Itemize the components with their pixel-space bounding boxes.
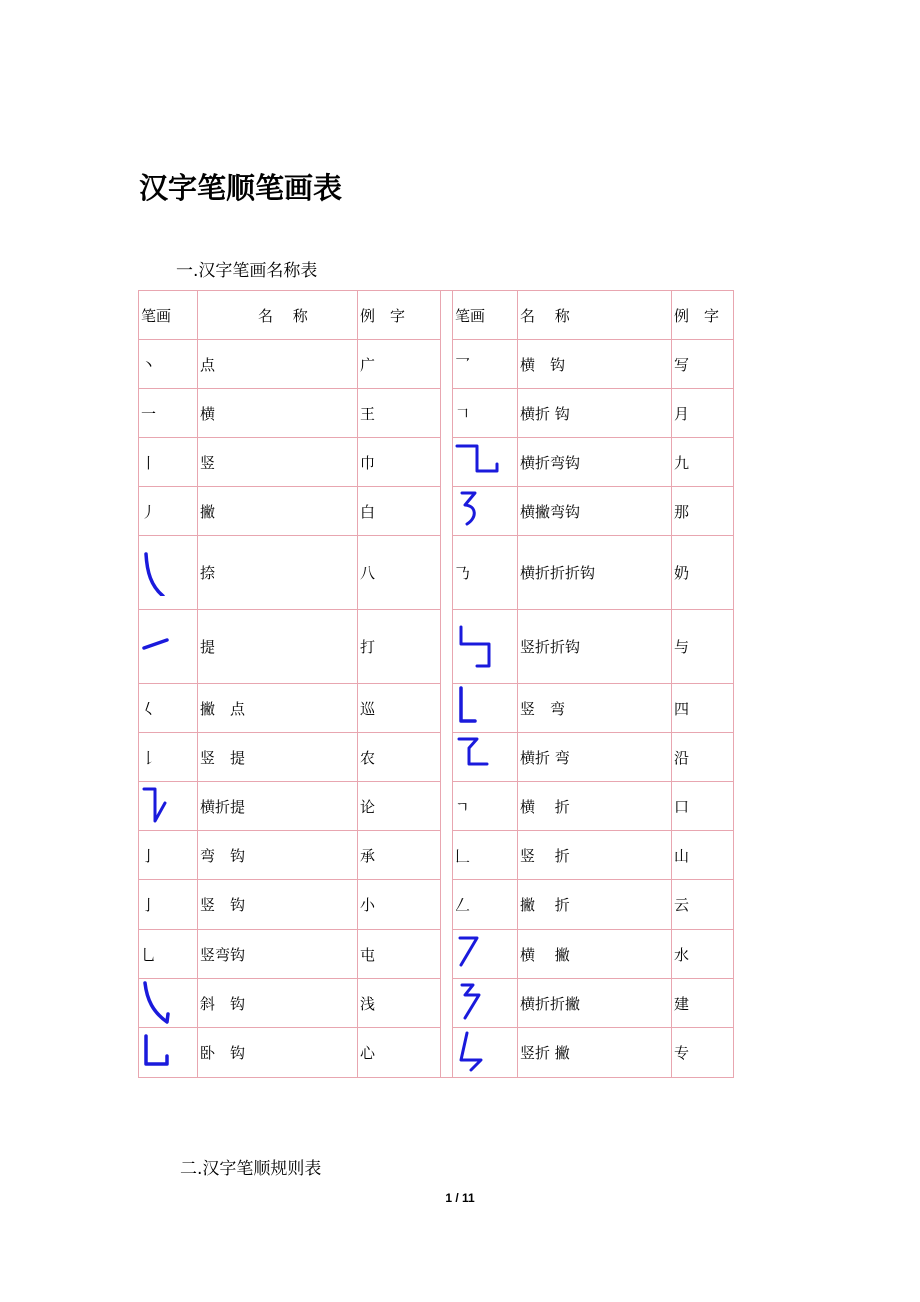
example-character: 奶 — [672, 536, 734, 610]
table-row — [139, 733, 734, 782]
example-character: 沿 — [672, 733, 734, 782]
stroke-name: 横折弯钩 — [518, 438, 672, 487]
stroke-cell — [453, 487, 518, 536]
wogou-stroke-icon — [141, 1030, 187, 1076]
header-example: 例 字 — [358, 291, 441, 340]
stroke-name: 横折 钩 — [518, 389, 672, 438]
example-character: 四 — [672, 684, 734, 733]
stroke-cell — [139, 979, 198, 1028]
stroke-name: 斜 钩 — [198, 979, 358, 1028]
na-stroke-icon — [141, 550, 187, 596]
example-character: 八 — [358, 536, 441, 610]
table-row — [139, 610, 734, 684]
stroke-name: 竖折 撇 — [518, 1028, 672, 1078]
example-character: 打 — [358, 610, 441, 684]
header-name: 名 称 — [518, 291, 672, 340]
stroke-names-table — [138, 290, 734, 1078]
stroke-cell — [139, 1028, 198, 1078]
stroke-glyph: 丨 — [139, 438, 198, 487]
stroke-name: 横 钩 — [518, 340, 672, 389]
stroke-cell — [453, 930, 518, 979]
stroke-glyph: 𠄌 — [139, 733, 198, 782]
example-character: 月 — [672, 389, 734, 438]
example-character: 农 — [358, 733, 441, 782]
stroke-glyph: 一 — [139, 389, 198, 438]
table-row — [139, 1028, 734, 1078]
stroke-name: 竖 提 — [198, 733, 358, 782]
header-example: 例 字 — [672, 291, 734, 340]
stroke-name: 横 折 — [518, 782, 672, 831]
table-row — [139, 782, 734, 831]
stroke-cell — [453, 1028, 518, 1078]
example-character: 心 — [358, 1028, 441, 1078]
stroke-name: 横 撇 — [518, 930, 672, 979]
table-row — [139, 880, 734, 930]
stroke-cell — [453, 438, 518, 487]
hengzheti-stroke-icon — [141, 783, 187, 829]
shuwan-stroke-icon — [455, 685, 501, 731]
example-character: 建 — [672, 979, 734, 1028]
hengzhewangou-stroke-icon — [455, 439, 501, 485]
stroke-cell — [453, 684, 518, 733]
page-number: 1 / 11 — [445, 1191, 475, 1205]
stroke-cell — [139, 782, 198, 831]
example-character: 云 — [672, 880, 734, 930]
stroke-glyph: 𡿨 — [139, 684, 198, 733]
stroke-name: 竖弯钩 — [198, 930, 358, 979]
stroke-name: 卧 钩 — [198, 1028, 358, 1078]
stroke-name: 横撇弯钩 — [518, 487, 672, 536]
table-row — [139, 930, 734, 979]
example-character: 浅 — [358, 979, 441, 1028]
stroke-cell — [453, 979, 518, 1028]
header-stroke: 笔画 — [453, 291, 518, 340]
stroke-name: 横 — [198, 389, 358, 438]
stroke-cell — [139, 536, 198, 610]
table-row — [139, 389, 734, 438]
stroke-name: 横折提 — [198, 782, 358, 831]
stroke-cell — [453, 733, 518, 782]
example-character: 巾 — [358, 438, 441, 487]
header-stroke: 笔画 — [139, 291, 198, 340]
shuzhezhegou-stroke-icon — [455, 624, 501, 670]
stroke-glyph: ㄱ — [453, 782, 518, 831]
stroke-name: 竖折折钩 — [518, 610, 672, 684]
example-character: 广 — [358, 340, 441, 389]
stroke-name: 撇 折 — [518, 880, 672, 930]
stroke-name: 竖 弯 — [518, 684, 672, 733]
table-row — [139, 340, 734, 389]
stroke-cell — [139, 610, 198, 684]
example-character: 写 — [672, 340, 734, 389]
stroke-glyph: 丿 — [139, 487, 198, 536]
stroke-name: 竖 折 — [518, 831, 672, 880]
hengpie-stroke-icon — [455, 931, 501, 977]
table-row — [139, 536, 734, 610]
table-row — [139, 438, 734, 487]
stroke-name: 点 — [198, 340, 358, 389]
hengzhezhepie-stroke-icon — [455, 980, 501, 1026]
section-title-stroke-names: 一.汉字笔画名称表 — [176, 261, 318, 281]
example-character: 那 — [672, 487, 734, 536]
stroke-name: 竖 钩 — [198, 880, 358, 930]
stroke-glyph: 𠃋 — [453, 880, 518, 930]
stroke-glyph: 𠄎 — [453, 536, 518, 610]
example-character: 王 — [358, 389, 441, 438]
example-character: 小 — [358, 880, 441, 930]
stroke-glyph: 𠃊 — [453, 831, 518, 880]
example-character: 与 — [672, 610, 734, 684]
column-divider — [441, 291, 453, 1078]
stroke-name: 横折折撇 — [518, 979, 672, 1028]
hengpiewangou-stroke-icon — [455, 488, 501, 534]
example-character: 口 — [672, 782, 734, 831]
header-name: 名 称 — [198, 291, 358, 340]
table-row — [139, 979, 734, 1028]
stroke-name: 横折折折钩 — [518, 536, 672, 610]
example-character: 水 — [672, 930, 734, 979]
stroke-name: 捺 — [198, 536, 358, 610]
example-character: 白 — [358, 487, 441, 536]
example-character: 专 — [672, 1028, 734, 1078]
hengzhewan-stroke-icon — [455, 734, 501, 780]
example-character: 山 — [672, 831, 734, 880]
example-character: 承 — [358, 831, 441, 880]
table-row — [139, 684, 734, 733]
stroke-glyph: 亅 — [139, 880, 198, 930]
stroke-glyph: 乚 — [139, 930, 198, 979]
table-header-row — [139, 291, 734, 340]
table-row — [139, 831, 734, 880]
example-character: 巡 — [358, 684, 441, 733]
stroke-glyph: 𠃍 — [453, 389, 518, 438]
ti-stroke-icon — [141, 624, 187, 670]
stroke-name: 撇 — [198, 487, 358, 536]
stroke-name: 横折 弯 — [518, 733, 672, 782]
stroke-cell — [453, 610, 518, 684]
stroke-name: 提 — [198, 610, 358, 684]
stroke-glyph: 亅 — [139, 831, 198, 880]
example-character: 屯 — [358, 930, 441, 979]
stroke-glyph: 丶 — [139, 340, 198, 389]
stroke-name: 竖 — [198, 438, 358, 487]
stroke-name: 撇 点 — [198, 684, 358, 733]
page-title: 汉字笔顺笔画表 — [139, 171, 343, 205]
example-character: 九 — [672, 438, 734, 487]
stroke-name: 弯 钩 — [198, 831, 358, 880]
xiegou-stroke-icon — [141, 980, 187, 1026]
stroke-glyph: 乛 — [453, 340, 518, 389]
section-title-stroke-order-rules: 二.汉字笔顺规则表 — [180, 1159, 322, 1179]
shuzhepie-stroke-icon — [455, 1030, 501, 1076]
example-character: 论 — [358, 782, 441, 831]
table-row — [139, 487, 734, 536]
